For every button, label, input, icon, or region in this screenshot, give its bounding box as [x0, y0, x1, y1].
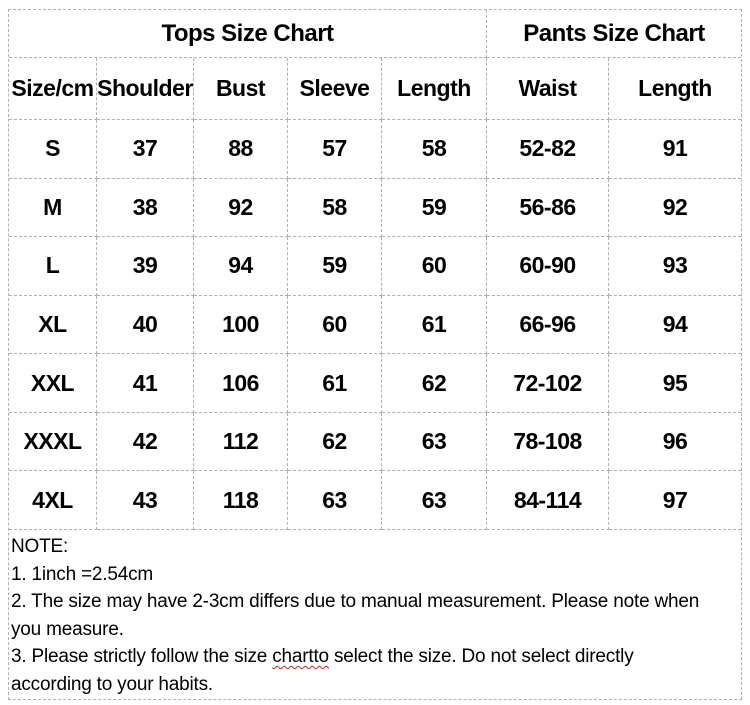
table-cell: 62 — [288, 413, 382, 472]
table-cell: 118 — [194, 471, 288, 530]
note-3-line-2: according to your habits. — [11, 673, 214, 695]
size-row-label: S — [9, 120, 97, 179]
tops-chart-title: Tops Size Chart — [9, 10, 487, 58]
size-chart-sheet — [8, 9, 742, 700]
table-cell: 58 — [382, 120, 487, 179]
note-2-line-2: you measure. — [11, 618, 124, 640]
table-cell: 58 — [288, 179, 382, 238]
table-cell: 100 — [194, 296, 288, 355]
table-cell: 60-90 — [487, 237, 609, 296]
table-cell: 59 — [288, 237, 382, 296]
table-cell: 41 — [97, 354, 194, 413]
table-cell: 92 — [194, 179, 288, 238]
table-cell: 96 — [609, 413, 741, 472]
notes-section — [9, 530, 741, 699]
table-cell: 61 — [288, 354, 382, 413]
notes-heading: NOTE: — [11, 536, 69, 557]
table-cell: 91 — [609, 120, 741, 179]
table-cell: 63 — [382, 413, 487, 472]
column-header-shoulder: Shoulder — [97, 58, 194, 120]
table-cell: 60 — [288, 296, 382, 355]
table-cell: 59 — [382, 179, 487, 238]
table-cell: 57 — [288, 120, 382, 179]
note-3-suffix: select the size. Do not select directly — [328, 646, 634, 667]
size-row-label: XXXL — [9, 413, 97, 472]
table-cell: 97 — [609, 471, 741, 530]
table-cell: 84-114 — [487, 471, 609, 530]
table-cell: 38 — [97, 179, 194, 238]
table-cell: 92 — [609, 179, 741, 238]
table-cell: 39 — [97, 237, 194, 296]
size-row-label: XL — [9, 296, 97, 355]
table-cell: 62 — [382, 354, 487, 413]
table-cell: 88 — [194, 120, 288, 179]
table-cell: 94 — [609, 296, 741, 355]
table-cell: 42 — [97, 413, 194, 472]
table-cell: 95 — [609, 354, 741, 413]
column-header-pants-length: Length — [609, 58, 741, 120]
table-cell: 93 — [609, 237, 741, 296]
column-header-tops-length: Length — [382, 58, 487, 120]
table-cell: 78-108 — [487, 413, 609, 472]
size-row-label: XXL — [9, 354, 97, 413]
size-row-label: M — [9, 179, 97, 238]
table-cell: 52-82 — [487, 120, 609, 179]
size-row-label: 4XL — [9, 471, 97, 530]
column-header-sleeve: Sleeve — [288, 58, 382, 120]
table-cell: 63 — [288, 471, 382, 530]
table-cell: 63 — [382, 471, 487, 530]
note-3-prefix: 3. Please strictly follow the size — [11, 646, 273, 667]
table-cell: 66-96 — [487, 296, 609, 355]
table-cell: 56-86 — [487, 179, 609, 238]
table-cell: 43 — [97, 471, 194, 530]
column-header-bust: Bust — [194, 58, 288, 120]
note-3-misspelled-word: chartto — [272, 646, 329, 667]
table-cell: 106 — [194, 354, 288, 413]
column-header-size: Size/cm — [9, 58, 97, 120]
table-cell: 61 — [382, 296, 487, 355]
table-cell: 112 — [194, 413, 288, 472]
table-cell: 40 — [97, 296, 194, 355]
table-cell: 37 — [97, 120, 194, 179]
column-header-waist: Waist — [487, 58, 609, 120]
note-3-line-1 — [11, 643, 741, 671]
note-1: 1. 1inch =2.54cm — [11, 563, 154, 585]
table-cell: 94 — [194, 237, 288, 296]
pants-chart-title: Pants Size Chart — [487, 10, 741, 58]
table-cell: 60 — [382, 237, 487, 296]
size-row-label: L — [9, 237, 97, 296]
note-2-line-1: 2. The size may have 2-3cm differs due to manual measurement. Please note when — [11, 591, 700, 612]
size-table — [9, 10, 741, 530]
table-cell: 72-102 — [487, 354, 609, 413]
